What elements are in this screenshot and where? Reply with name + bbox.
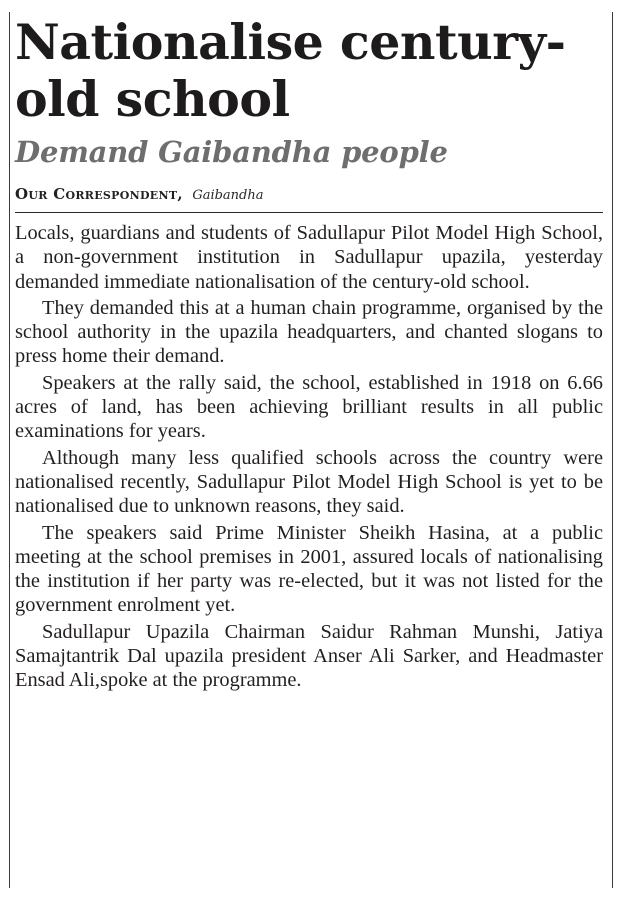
left-column-rule — [9, 12, 10, 888]
article-body — [15, 221, 603, 693]
headline: Nationalise century-old school — [15, 13, 566, 128]
paragraph-3: Speakers at the rally said, the school, established in 1918 on 6.66 acres of land, has been achieving brilliant results in all public examinations for years. — [15, 371, 603, 443]
paragraph-1: Locals, guardians and students of Sadullapur Pilot Model High School, a non-government institution in Sadullapur upazila, yesterday demanded immediate nationalisation of the century-old school. — [15, 222, 603, 293]
paragraph-6: Sadullapur Upazila Chairman Saidur Rahman Munshi, Jatiya Samajtantrik Dal upazila president Anser Ali Sarker, and Headmaster Ensad Ali,spoke at the programme. — [15, 620, 603, 692]
byline-correspondent: Our Correspondent, — [15, 185, 183, 203]
byline — [15, 182, 607, 206]
byline-place: Gaibandha — [192, 188, 264, 203]
byline-divider — [15, 212, 603, 213]
paragraph-4: Although many less qualified schools across the country were nationalised recently, Sadullapur Pilot Model High School is yet to be nationalised due to unknown reasons, they said. — [15, 446, 603, 518]
right-column-rule — [612, 12, 613, 888]
news-article — [15, 0, 607, 695]
paragraph-2: They demanded this at a human chain programme, organised by the school authority in the upazila headquarters, and chanted slogans to press home their demand. — [15, 296, 603, 368]
subheadline: Demand Gaibandha people — [15, 135, 448, 169]
paragraph-5: The speakers said Prime Minister Sheikh Hasina, at a public meeting at the school premises in 2001, assured locals of nationalising the institution if her party was re-elected, but it was not listed for the government enrolment yet. — [15, 521, 603, 617]
